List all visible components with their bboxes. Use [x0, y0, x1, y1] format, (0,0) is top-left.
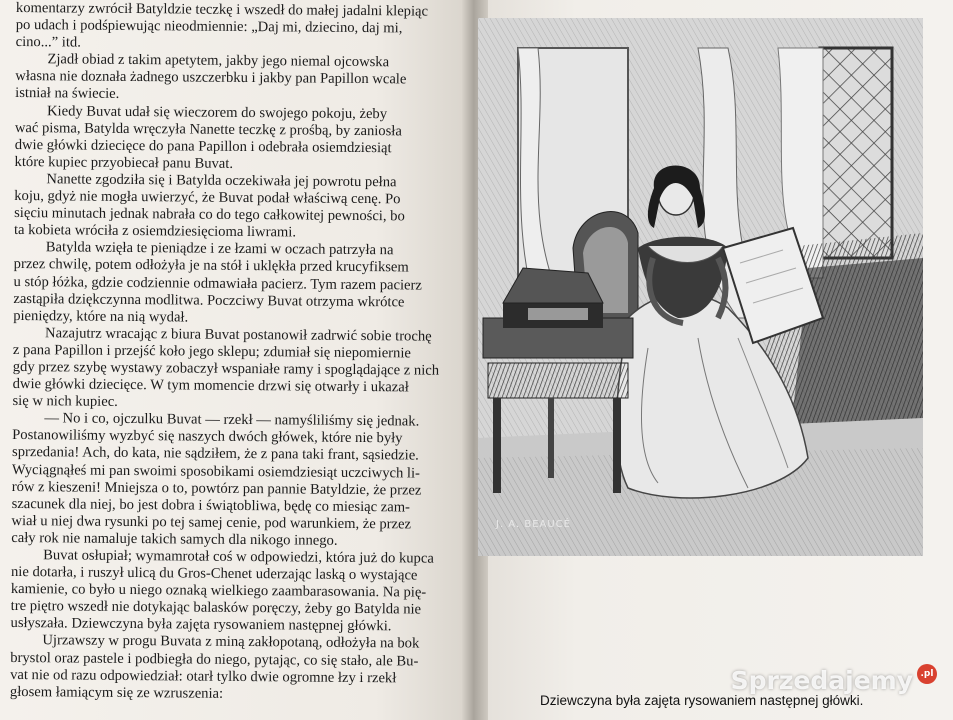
text-line: kamienie, co było u niego oznaką wielkiego zaambarasowania. Na pię- — [10, 581, 427, 601]
text-line: sięciu minutach jednak nabrała co do tego całkowitej pewności, bo — [14, 205, 405, 225]
text-line: dwie główki dziecięce. W tym momencie drzwi się otwarły i ukazał — [12, 376, 409, 396]
text-line: które kupiec przyobiecał panu Buvat. — [14, 153, 234, 172]
text-line: szacunek dla niej, bo jest dobra i świątobliwa, będę co miesiąc zam- — [11, 495, 411, 516]
text-line: brystol oraz pastele i podbiegła do niego, pytając, co się stało, ale Bu- — [10, 649, 419, 670]
text-line: u stóp łóżka, gdzie codziennie odmawiała pacierz. Tym razem pacierz — [13, 273, 422, 294]
text-line: nie dotarła, i ruszył ulicą du Gros-Chenet uderzając laską o wystające — [10, 564, 418, 584]
text-line: Ujrzawszy w progu Buvata z miną zakłopotaną, odłożyła na bok — [42, 632, 420, 653]
text-line: cały rok nie namaluje takich samych dla nikogo innego. — [11, 529, 338, 549]
text-line: głosem łamiącym się ze wzruszenia: — [9, 683, 224, 702]
engraving-drawing — [478, 18, 923, 556]
watermark-badge: .pl — [917, 664, 937, 684]
text-line: Buvat osłupiał; wymamrotał coś w odpowiedzi, która już do kupca — [43, 547, 434, 567]
watermark-logo — [731, 666, 937, 695]
text-line: przez chwilę, potem odłożyła je na stół i uklękła przed krucyfiksem — [13, 256, 409, 276]
left-page — [0, 0, 470, 720]
text-line: Wyciągnąłeś mi pan swoimi sposobikami osiemdziesiąt uczciwych li- — [11, 461, 421, 482]
text-line: istniał na świecie. — [15, 85, 120, 103]
text-line: się w nich kupiec. — [12, 393, 118, 411]
text-line: z pana Papillon i przejść koło jego sklepu; zdumiał się niepomiernie — [12, 341, 411, 362]
text-line: gdy przez szybę wystawy zobaczył wspaniałe ramy i spoglądające z nich — [12, 358, 440, 379]
illustration-caption: Dziewczyna była zajęta rysowaniem następnej główki. — [540, 693, 864, 708]
text-line: usłyszała. Dziewczyna była zajęta rysowaniem następnej główki. — [10, 615, 392, 635]
text-line: vat nie od razu odpowiedział: otarł tylko dwie ogromne łzy i rzekł — [10, 666, 397, 687]
text-line: zastąpiła dziękczynna modlitwa. Poczciwy Buvat otrzyma wkrótce — [13, 290, 405, 310]
text-line: Nanette zgodziła się i Batylda oczekiwała jej powrotu pełna — [46, 171, 397, 191]
text-line: komentarzy zwrócił Batyldzie teczkę i wszedł do małej jadalni klepiąc — [15, 0, 429, 20]
text-line: tre piętro wszedł nie dotykając balasków poręczy, żeby go Batylda nie — [10, 598, 422, 618]
text-line: Postanowiliśmy wyzbyć się naszych dwóch główek, które nie były — [12, 427, 403, 447]
text-line: ta kobieta wróciła z osiemdziesięcioma liwrami. — [13, 222, 297, 241]
text-line: po udach i podśpiewując nieodmiennie: „Daj mi, dziecino, daj mi, — [15, 17, 403, 37]
text-line: wiał u niej dwa rysunki po tej samej cenie, pod warunkiem, że przez — [11, 512, 412, 533]
text-line: Batylda wzięła te pieniądze i ze łzami w oczach patrzyła na — [45, 239, 394, 259]
text-line: własna nie doznała żadnego uszczerbku i jakby pan Papillon wcale — [15, 68, 407, 88]
text-line: rów z kieszeni! Mniejsza o to, powtórz pan pannie Batyldzie, że przez — [11, 478, 422, 499]
text-line: pieniędzy, które na nią wydał. — [13, 307, 189, 326]
text-line: sprzedania! Ach, do kata, nie sądziłem, że z pana taki frant, sąsiedzie. — [11, 444, 419, 464]
watermark-text: Sprzedajemy — [730, 666, 913, 695]
text-line: koju, gdyż nie mogła uwierzyć, że Buvat podał właściwą cenę. Po — [14, 188, 401, 208]
text-line: cino...” itd. — [15, 34, 81, 51]
text-line: Zjadł obiad z takim apetytem, jakby jego niemal ojcowska — [47, 51, 390, 71]
text-line: dwie główki dziecięce do pana Papillon i odebrała osiemdziesiąt — [14, 136, 392, 157]
text-line: — No i co, ojczulku Buvat — rzekł — namyśliliśmy się jednak. — [44, 410, 420, 430]
engraving-illustration — [478, 18, 923, 556]
text-line: wać pisma, Batylda wręczyła Nanette teczkę z prośbą, by zaniosła — [14, 119, 402, 140]
text-line: Kiedy Buvat udał się wieczorem do swojego pokoju, żeby — [46, 102, 388, 122]
artist-signature: J. A. BEAUCÉ — [496, 519, 571, 530]
text-line: Nazajutrz wracając z biura Buvat postanowił zadrwić sobie trochę — [45, 325, 432, 345]
body-text — [10, 0, 462, 705]
